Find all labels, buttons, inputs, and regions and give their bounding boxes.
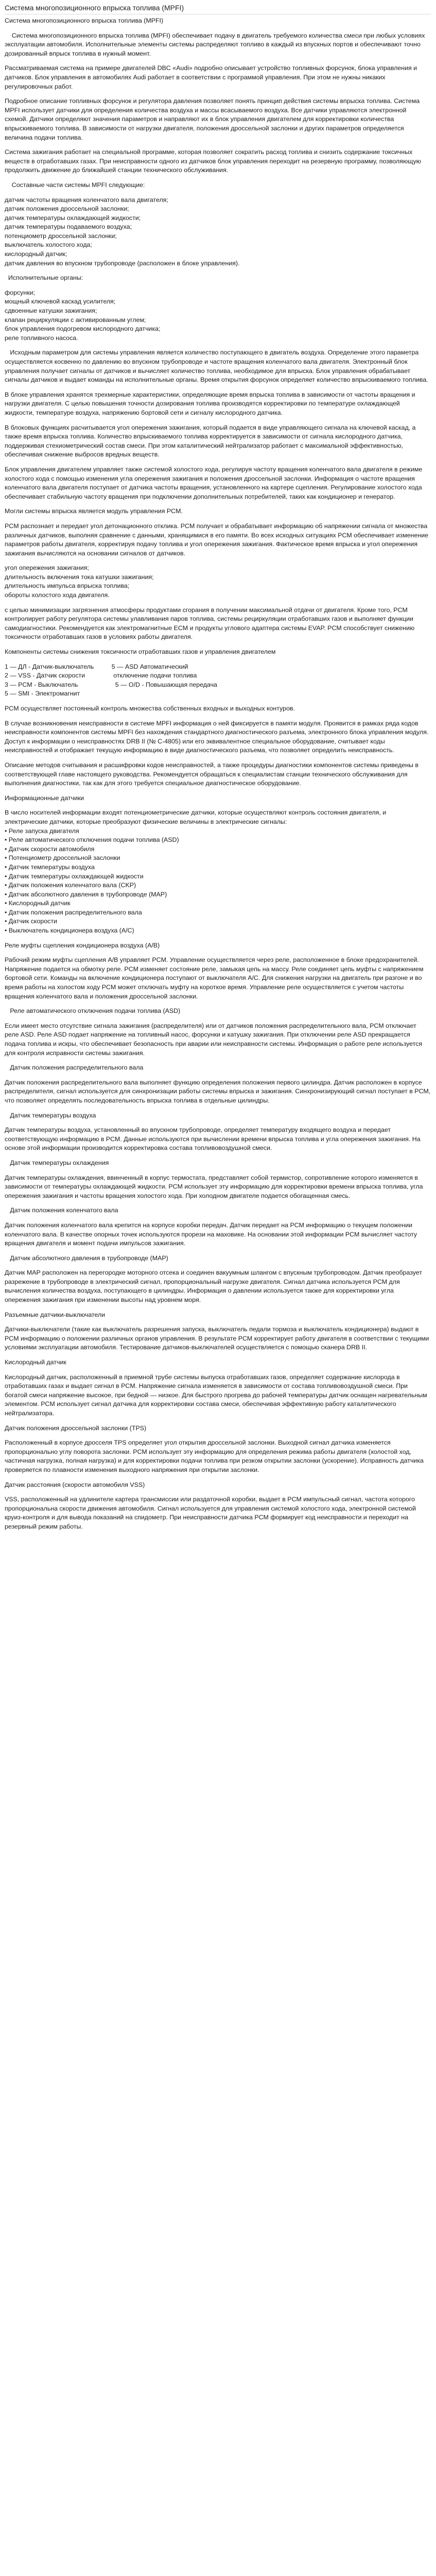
paragraph: Составные части системы MPFI следующие: xyxy=(5,181,145,189)
paragraph: В блоковых функциях расчитывается угол опережения зажигания, который подается в виде управляющего сигнала на ключевой каскад, а также время впрыска топлива. Количество впрыскиваемого топлива корректируется в зависимости от сигнала кислородного датчика, поддерживая стехиометрический состав смеси. При этом каталитический нейтрализатор работает с максимальной эффективностью, обеспечивая снижение выбросов вредных веществ. xyxy=(5,423,417,459)
paragraph: Датчик положения распределительного вала xyxy=(5,1064,144,1072)
paragraph: Датчик температуры охлаждения xyxy=(5,1159,109,1166)
paragraph: В блоке управления хранятся трехмерные характеристики, определяющие время впрыска топлива в зависимости от частоты вращения и нагрузки двигателя. С целью повышения точности дозирования топлива производятся корректировки по температуре охлаждающей жидкости, температуре воздуха, напряжению бортовой сети и сигналу кислородного датчика. xyxy=(5,391,417,416)
paragraph: 1 — ДЛ - Датчик-выключатель 5 — ASD Автоматический 2 — VSS - Датчик скорости отключение подачи топлива 3 — PCM - Выключатель 5 — O/D - Повышающая передача 5 — SMI - Электромагнит xyxy=(5,663,217,698)
paragraph: Расположенный в корпусе дросселя TPS определяет угол открытия дроссельной заслонки. Выходной сигнал датчика изменяется пропорционально углу поворота заслонки. PCM использует эту информацию для определения режима работы двигателя (холостой ход, частичная нагрузка, полная нагрузка) и для корректировки подачи топлива при резком открытии заслонки (ускорение). Исправность датчика проверяется по плавности изменения выходного напряжения при открытии заслонки. xyxy=(5,1439,426,1473)
paragraph: VSS, расположенный на удлинителе картера трансмиссии или раздаточной коробки, выдает в PCM импульсный сигнал, частота которого пропорциональна скорости движения автомобиля. Сигнал используется для управления системой холостого хода, электронной системой круиз-контроля и для вывода показаний на спидометр. При неисправности датчика PCM формирует код неисправности и переходит на резервный режим работы. xyxy=(5,1496,418,1530)
document-body xyxy=(5,16,431,1532)
paragraph: Датчик температуры воздуха, установленный во впускном трубопроводе, определяет температуру входящего воздуха и передает соответствующую информацию в PCM. Данные используются при вычислении времени впрыска топлива и угла опережения зажигания. На основе этой информации производится корректировка состава топливовоздушной смеси. xyxy=(5,1126,423,1152)
paragraph: Система зажигания работает на специальной программе, которая позволяет сократить расход топлива и снизить содержание токсичных веществ в отработавших газах. При неисправности одного из датчиков блок управления переходит на резервную программу, позволяющую продолжить движение до ближайшей станции технического обслуживания. xyxy=(5,148,423,174)
paragraph: с целью минимизации загрязнения атмосферы продуктами сгорания в получении максимальной отдачи от двигателя. Кроме того, PCM контролирует работу регулятора системы улавливания паров топлива, системы рециркуляции отработавших газов и выполняет функции самодиагностики. Рекомендуется как электромагнитные ECM и продукты углового адаптера системы EVAP. PCM способствует снижению токсичности отработавших газов в условиях работы двигателя. xyxy=(5,606,416,641)
paragraph: Информационные датчики xyxy=(5,794,84,802)
paragraph: Датчик температуры воздуха xyxy=(5,1111,96,1119)
paragraph: Описание методов считывания и расшифровки кодов неисправностей, а также процедуры диагностики компонентов системы приведены в соответствующей главе настоящего руководства. Рекомендуется обращаться к специалистам станции технического обслуживания для выполнения диагностики, так как для этого требуется специальное диагностическое оборудование. xyxy=(5,761,421,787)
paragraph: Могли системы впрыска является модуль управления PCM. xyxy=(5,507,183,515)
paragraph: Кислородный датчик xyxy=(5,1359,66,1366)
paragraph: Датчики-выключатели (такие как выключатель разрешения запуска, выключатель педали тормоза и выключатель кондиционера) выдают в PCM информацию о положении различных органов управления. В результате PCM корректирует работу двигателя в соответствии с текущими условиями эксплуатации автомобиля. Тестирование датчиков-выключателей осуществляется с помощью сканера DRB II. xyxy=(5,1326,431,1351)
paragraph: Датчик положения распределительного вала выполняет функцию определения положения первого цилиндра. Датчик расположен в корпусе распределителя, сигнал используется для синхронизации работы системы впрыска и зажигания. Синхронизирующий сигнал поступает в PCM, что позволяет определять последовательность впрыска топлива в отдельные цилиндры. xyxy=(5,1078,432,1104)
paragraph: В случае возникновения неисправности в системе MPFI информация о ней фиксируется в памяти модуля. Проявится в рамках ряда кодов неисправности компонентов системы MPFI без нахождения стандартного диагностического разъема, электронного блока управления модуля. Доступ к информации о неисправностях DRB II (№ C-4805) или его эквивалентное специальное оборудование, считывает коды неисправностей и отображает текущую информацию в виде диагностического разъема, что позволяет определить неисправность. xyxy=(5,719,430,754)
paragraph: Кислородный датчик, расположенный в приемной трубе системы выпуска отработавших газов, определяет содержание кислорода в отработавших газах и выдает сигнал в PCM. Напряжение сигнала изменяется в зависимости от состава топливовоздушной смеси. При богатой смеси напряжение высокое, при бедной — низкое. Для быстрого прогрева до рабочей температуры датчик оснащен нагревательным элементом. PCM использует сигнал датчика для корректировки состава смеси, обеспечивая эффективную работу каталитического нейтрализатора. xyxy=(5,1373,429,1417)
paragraph: Рассматриваемая система на примере двигателей DBC «Audi» подробно описывает устройство топливных форсунок, блока управления и датчиков. Блок управления в автомобилях Audi работает в соответствии с программой управления. При этом не нужны никаких регулировочных работ. xyxy=(5,64,419,90)
paragraph: Система многопозиционного впрыска топлива (MPFI) обеспечивает подачу в двигатель требуемого количества смеси при любых условиях эксплуатации автомобиля. Исполнительные элементы системы распределяют топливо в каждый из впускных портов и обеспечивают точно дозированный впрыск топлива в нужный момент. xyxy=(5,31,427,57)
paragraph: Подробное описание топливных форсунок и регулятора давления позволяет понять принцип действия системы впрыска топлива. Система MPFI использует датчики для определения количества воздуха и массы всасываемого воздуха. Все датчики управляются электронной схемой. Датчики определяют значения параметров и направляют их в блок управления двигателем для корректировки количества впрыскиваемого топлива. В зависимости от нагрузки двигателя, положения дроссельной заслонки и других параметров определяется величина подачи топлива. xyxy=(5,97,422,141)
paragraph: Реле муфты сцепления кондиционера воздуха (A/B) xyxy=(5,941,160,949)
paragraph: угол опережения зажигания; длительность включения тока катушки зажигания; длительность импульса впрыска топлива; обороты холостого хода двигателя. xyxy=(5,564,154,599)
intro-heading: Система многопозиционного впрыска топлива (MPFI) xyxy=(5,17,164,24)
paragraph: Блок управления двигателем управляет также системой холостого хода, регулируя частоту вращения коленчатого вала двигателя в режиме холостого хода с помощью изменения угла опережения зажигания и положения дроссельной заслонки. Информация о частоте вращения коленчатого вала двигателя поступает от датчика частоты вращения, установленного на картере сцепления. Регулирование холостого хода обеспечивает стабильную частоту вращения при подключении дополнительных потребителей, таких как кондиционер и генератор. xyxy=(5,465,424,500)
page-title: Система многопозиционного впрыска топлива (MPFI) xyxy=(5,4,184,12)
paragraph: Исходным параметром для системы управления является количество поступающего в двигатель воздуха. Определение этого параметра осуществляется косвенно по давлению во впускном трубопроводе и частоте вращения коленчатого вала двигателя. Электронный блок управления получает сигналы от датчиков и вычисляет количество топлива, необходимое для впрыска. Блок управления обрабатывает сигналы датчиков и выдает команды на исполнительные органы. Время открытия форсунок определяет количество впрыскиваемого топлива. xyxy=(5,349,428,384)
paragraph: В число носителей информации входят потенциометрические датчики, которые осуществляют контроль состояния двигателя, и электрические датчики, которые преобразуют физические величины в электрические сигналы: • Реле запуска двигателя • Реле автоматического отключения подачи топлива (ASD) • Датчик скорости автомобиля • Потенциометр дроссельной заслонки • Датчик температуры воздуха • Датчик температуры охлаждающей жидкости • Датчик положения коленчатого вала (CKP) • Датчик абсолютного давления в трубопроводе (MAP) • Кислородный датчик • Датчик положения распределительного вала • Датчик скорости • Выключатель кондиционера воздуха (A/C) xyxy=(5,809,387,935)
paragraph: PCM распознает и передает угол детонационного отклика. PCM получает и обрабатывает информацию об напряжении сигнала от множества различных датчиков, выполняя сравнение с данными, хранящимися в его памяти. Во всех исходных ситуациях PCM обеспечивает изменение параметров работы двигателя, корректируя подачу топлива и угол опережения зажигания. Фактическое время впрыска и угол опережения зажигания вычисляются на основании сигналов от датчиков. xyxy=(5,522,430,557)
paragraph: Компоненты системы снижения токсичности отработавших газов и управления двигателем xyxy=(5,648,276,656)
paragraph: Датчик положения коленчатого вала крепится на корпусе коробки передач. Датчик передает на PCM информацию о текущем положении коленчатого вала. В качестве опорных точек используются прорези на маховике. На основании этой информации PCM вычисляет частоту вращения двигателя и момент подачи импульсов зажигания. xyxy=(5,1221,419,1247)
paragraph: Реле автоматического отключения подачи топлива (ASD) xyxy=(5,1007,181,1015)
paragraph: Датчик положения коленчатого вала xyxy=(5,1207,118,1214)
paragraph: Если имеет место отсутствие сигнала зажигания (распределителя) или от датчиков положения распределительного вала, PCM отключает реле ASD. Реле ASD подает напряжение на топливный насос, форсунки и катушку зажигания. При отключении реле ASD прекращается подача топлива и искры, что обеспечивает безопасность при аварии или неисправности системы. Информация о работе реле используется для контроля исправности системы зажигания. xyxy=(5,1022,424,1057)
paragraph: Датчик расстояния (скорости автомобиля VSS) xyxy=(5,1481,145,1488)
paragraph: Разъемные датчики-выключатели xyxy=(5,1311,106,1318)
paragraph: Датчик MAP расположен на перегородке моторного отсека и соединен вакуумным шлангом с впускным трубопроводом. Датчик преобразует разрежение в трубопроводе в электрический сигнал, пропорциональный нагрузке двигателя. Сигнал датчика используется PCM для вычисления количества воздуха, поступающего в цилиндры. Информация о давлении используется также для корректировки угла опережения зажигания при изменении высоты над уровнем моря. xyxy=(5,1269,424,1304)
paragraph: Исполнительные органы: xyxy=(5,274,83,282)
paragraph: Датчик температуры охлаждения, ввинченный в корпус термостата, представляет собой термистор, сопротивление которого изменяется в зависимости от температуры охлаждающей жидкости. PCM использует эту информацию для корректировки времени впрыска топлива, угла опережения зажигания и частоты вращения холостого хода. При холодном двигателе подается обогащенная смесь. xyxy=(5,1174,425,1199)
paragraph: Датчик абсолютного давления в трубопроводе (MAP) xyxy=(5,1254,168,1262)
paragraph: Рабочий режим муфты сцепления A/B управляет PCM. Управление осуществляется через реле, расположенное в блоке предохранителей. Напряжение подается на обмотку реле. PCM изменяет состояние реле, замыкая цепь на массу. Реле соединяет цепь муфты с напряжением бортовой сети. Команды на включение кондиционера поступают от выключателя A/C. Для снижения нагрузки на двигатель при разгоне и во время работы на холостом ходу PCM может отключать муфту на короткое время. Управление реле осуществляется с учетом частоты вращения коленчатого вала и положения дроссельной заслонки. xyxy=(5,956,425,1000)
paragraph: PCM осуществляет постоянный контроль множества собственных входных и выходных контуров. xyxy=(5,705,295,712)
paragraph: датчик частоты вращения коленчатого вала двигателя; датчик положения дроссельной заслонки; датчик температуры охлаждающей жидкости; датчик температуры подаваемого воздуха; потенциометр дроссельной заслонки; выключатель холостого хода; кислородный датчик; датчик давления во впускном трубопроводе (расположен в блоке управления). xyxy=(5,196,240,267)
paragraph: Датчик положения дроссельной заслонки (TPS) xyxy=(5,1424,147,1432)
paragraph: форсунки; мощный ключевой каскад усилителя; сдвоенные катушки зажигания; клапан рециркуляции с активированным углем; блок управления подогревом кислородного датчика; реле топливного насоса. xyxy=(5,289,161,342)
